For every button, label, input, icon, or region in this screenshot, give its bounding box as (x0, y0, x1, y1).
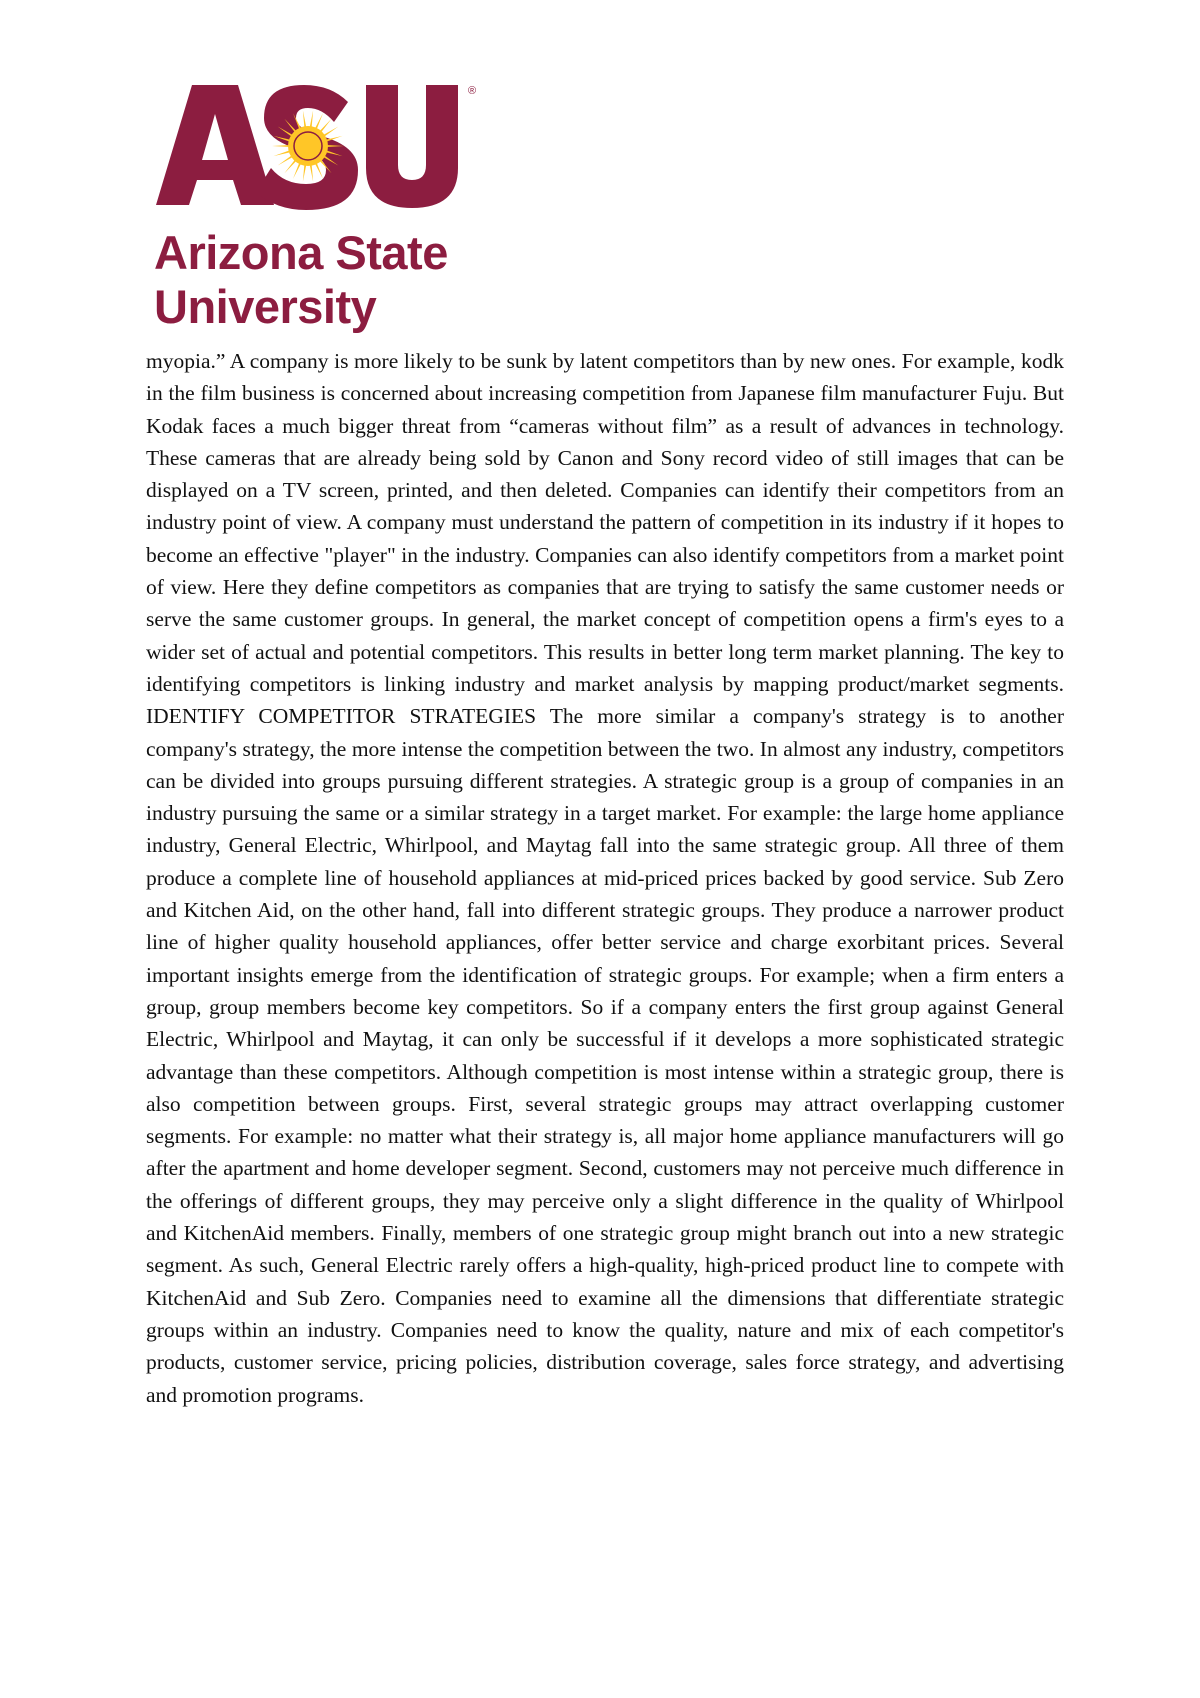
sunburst-ray (272, 145, 292, 147)
asu-logo (150, 80, 550, 340)
university-name-line1: Arizona State (154, 226, 448, 279)
document-body-text: myopia.” A company is more likely to be sunk by latent competitors than by new ones. For example, kodk in the film business is concerned about increasing competition from Japanese film manufacturer Fuju. But Kodak faces a much bigger threat from “cameras without film” as a result of advances in technology. These cameras that are already being sold by Canon and Sony record video of still images that can be displayed on a TV screen, printed, and then deleted. Companies can identify their competitors from an industry point of view. A company must understand the pattern of competition in its industry if it hopes to become an effective "player" in the industry. Companies can also identify competitors from a market point of view. Here they define competitors as companies that are trying to satisfy the same customer needs or serve the same customer groups. In general, the market concept of competition opens a firm's eyes to a wider set of actual and potential competitors. This results in better long term market planning. The key to identifying competitors is linking industry and market analysis by mapping product/market segments. IDENTIFY COMPETITOR STRATEGIES The more similar a company's strategy is to another company's strategy, the more intense the competition between the two. In almost any industry, competitors can be divided into groups pursuing different strategies. A strategic group is a group of companies in an industry pursuing the same or a similar strategy in a target market. For example: the large home appliance industry, General Electric, Whirlpool, and Maytag fall into the same strategic group. All three of them produce a complete line of household appliances at mid-priced prices backed by good service. Sub Zero and Kitchen Aid, on the other hand, fall into different strategic groups. They produce a narrower product line of higher quality household appliances, offer better service and charge exorbitant prices. Several important insights emerge from the identification of strategic groups. For example; when a firm enters a group, group members become key competitors. So if a company enters the first group against General Electric, Whirlpool and Maytag, it can only be successful if it develops a more sophisticated strategic advantage than these competitors. Although competition is most intense within a strategic group, there is also competition between groups. First, several strategic groups may attract overlapping customer segments. For example: no matter what their strategy is, all major home appliance manufacturers will go after the apartment and home developer segment. Second, customers may not perceive much difference in the offerings of different groups, they may perceive only a slight difference in the quality of Whirlpool and KitchenAid members. Finally, members of one strategic group might branch out into a new strategic segment. As such, General Electric rarely offers a high-quality, high-priced product line to compete with KitchenAid and Sub Zero. Companies need to examine all the dimensions that differentiate strategic groups within an industry. Companies need to know the quality, nature and mix of each competitor's products, customer service, pricing policies, distribution coverage, sales force strategy, and advertising and promotion programs. (146, 349, 1064, 1407)
asu-logo-mark (156, 80, 486, 210)
registered-mark: ® (468, 85, 477, 97)
university-name (154, 226, 448, 334)
university-name-line2: University (154, 280, 377, 333)
